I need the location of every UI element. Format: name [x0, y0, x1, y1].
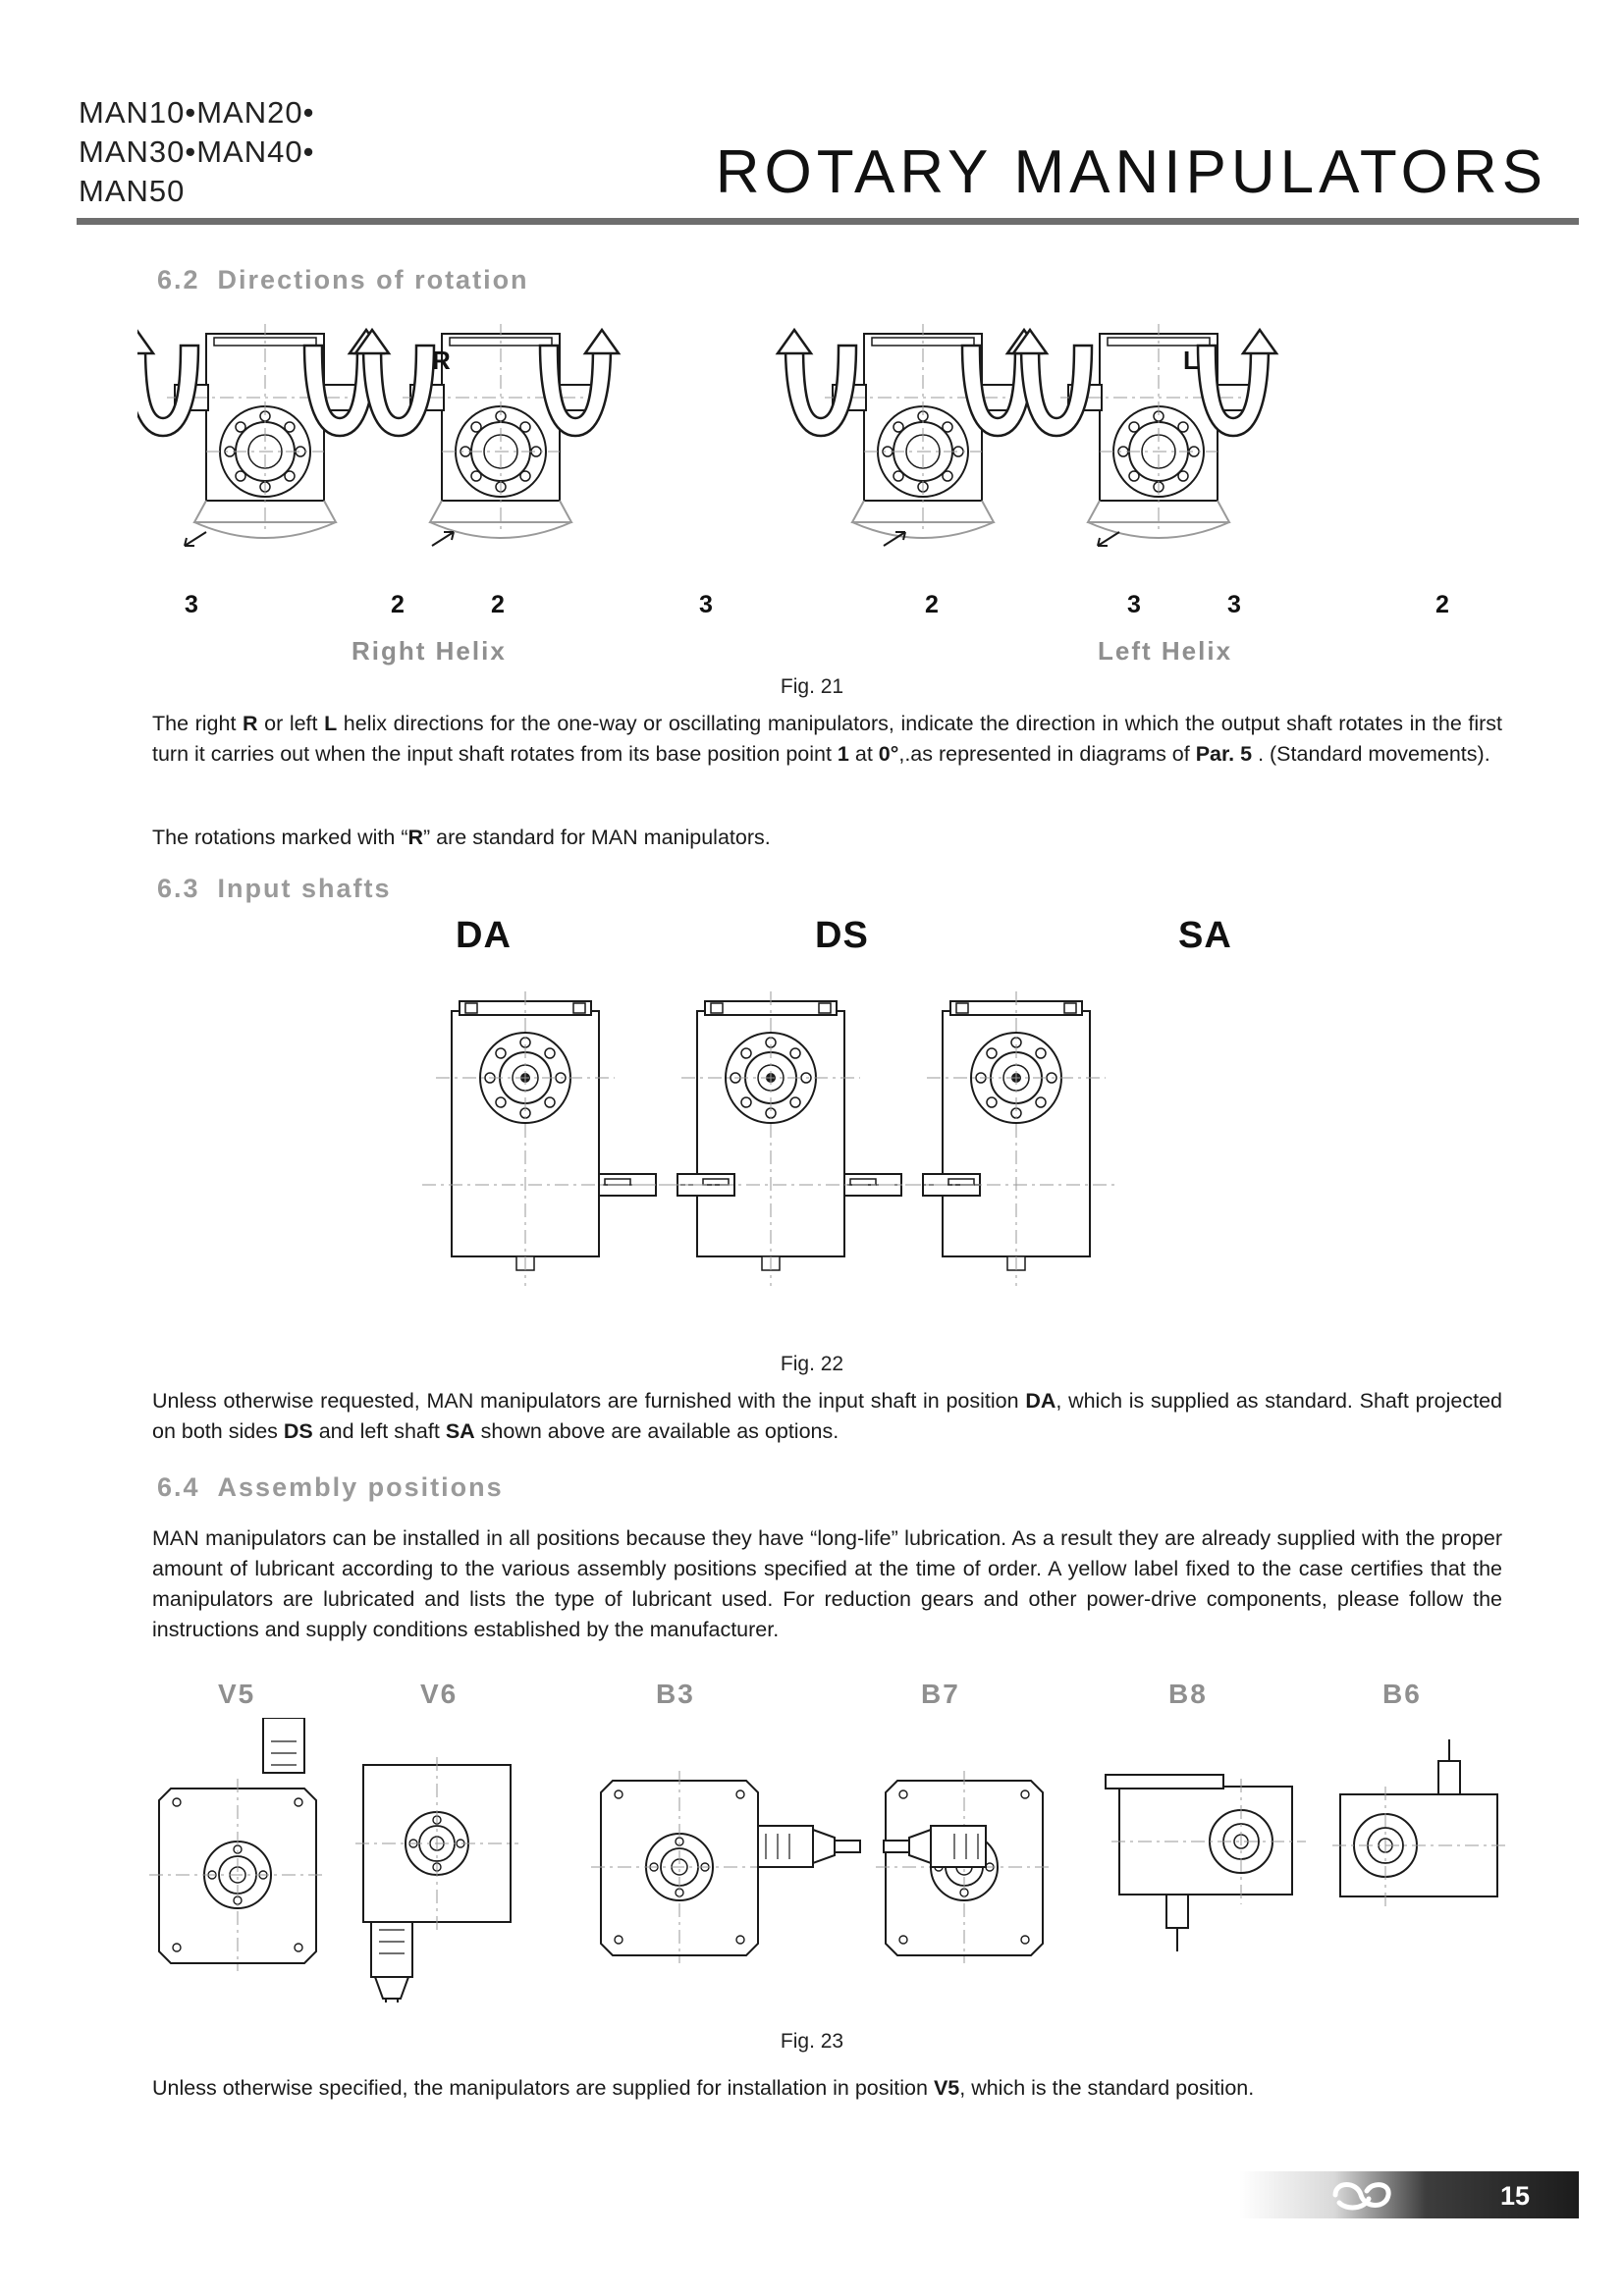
- fig23-label-b8: B8: [1168, 1679, 1208, 1709]
- fig21-num-1: 3: [185, 591, 200, 618]
- fig23-label-b7: B7: [921, 1679, 960, 1709]
- fig21-left-helix-label: Left Helix: [1098, 636, 1233, 666]
- company-logo-icon: [1327, 2175, 1396, 2215]
- fig22-label-sa: SA: [1178, 915, 1232, 956]
- fig23-label-b6: B6: [1382, 1679, 1422, 1709]
- paragraph-6-2-a: The right R or left L helix directions for the one-way or oscillating manipulators, indicate the direction in which the output shaft rotates in the first turn it carries out when the input shaft rotates from its base position point 1 at 0°,.as represented in diagrams of Par. 5 . (Standard movements).: [152, 712, 1502, 766]
- fig23-label-v6: V6: [420, 1679, 459, 1709]
- section-title-6-3: Input shafts: [217, 874, 392, 903]
- paragraph-6-4: MAN manipulators can be installed in all positions because they have “long-life” lubrication. As a result they are already supplied with the proper amount of lubricant according to the various assembly positions specified at the time of order. A yellow label fixed to the case certifies that the manipulators are lubricated and lists the type of lubricant used. For reduction gears and other power-drive components, please follow the instructions and supply conditions established by the manufacturer.: [152, 1526, 1502, 1641]
- section-title-6-4: Assembly positions: [217, 1472, 504, 1502]
- fig21-num-4: 3: [699, 591, 715, 618]
- fig23-label-v5: V5: [218, 1679, 256, 1709]
- document-title: ROTARY MANIPULATORS: [715, 138, 1547, 206]
- model-list: [79, 93, 314, 211]
- figure-23-caption: Fig. 23: [780, 2030, 844, 2053]
- section-heading-6-4: [157, 1472, 504, 1503]
- figure-21-diagram: [137, 324, 1492, 628]
- header-divider: [77, 218, 1579, 225]
- figure-22-caption: Fig. 22: [780, 1353, 844, 1375]
- fig21-label-r: R: [432, 346, 453, 375]
- section-number-6-3: 6.3: [157, 874, 200, 903]
- section-number-6-4: 6.4: [157, 1472, 200, 1502]
- fig21-num-3: 2: [491, 591, 507, 618]
- fig21-num-5: 2: [925, 591, 941, 618]
- page-number: 15: [1499, 2181, 1530, 2211]
- paragraph-6-2-b: The rotations marked with “R” are standard for MAN manipulators.: [152, 826, 771, 849]
- fig22-label-da: DA: [456, 915, 512, 956]
- fig21-right-helix-label: Right Helix: [352, 636, 507, 666]
- section-heading-6-2: [157, 265, 529, 295]
- model-line-1: MAN10•MAN20•: [79, 95, 315, 130]
- section-heading-6-3: [157, 874, 392, 904]
- fig23-label-b3: B3: [656, 1679, 695, 1709]
- fig21-num-6: 3: [1127, 591, 1143, 618]
- fig21-num-2: 2: [391, 591, 406, 618]
- model-line-2: MAN30•MAN40•: [79, 134, 315, 169]
- figure-23-diagram: [137, 1718, 1512, 2002]
- fig21-num-7: 3: [1227, 591, 1243, 618]
- fig22-label-ds: DS: [815, 915, 869, 956]
- section-number-6-2: 6.2: [157, 265, 200, 294]
- figure-22-diagram: [393, 982, 1178, 1296]
- figure-21-caption: Fig. 21: [780, 675, 844, 698]
- section-title-6-2: Directions of rotation: [217, 265, 529, 294]
- model-line-3: MAN50: [79, 174, 186, 208]
- paragraph-closing: Unless otherwise specified, the manipulators are supplied for installation in position V5, which is the standard position.: [152, 2076, 1255, 2100]
- page-header: [0, 0, 1624, 226]
- fig21-label-l: L: [1183, 346, 1201, 375]
- paragraph-6-3: Unless otherwise requested, MAN manipulators are furnished with the input shaft in position DA, which is supplied as standard. Shaft projected on both sides DS and left shaft SA shown above are available as options.: [152, 1389, 1502, 1443]
- fig21-num-8: 2: [1435, 591, 1451, 618]
